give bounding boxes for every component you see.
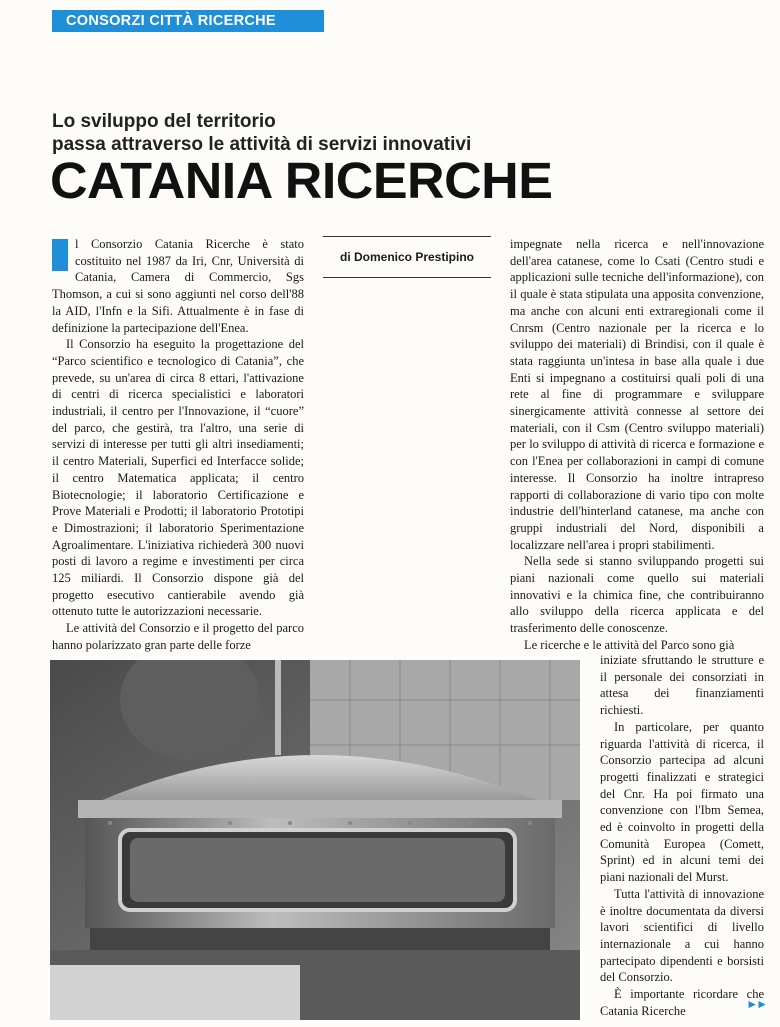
section-header: CONSORZI CITTÀ RICERCHE [52, 10, 324, 32]
paragraph: In particolare, per quanto riguarda l'attività di ricerca, il Consorzio partecipa ad alcuni progetti finalizzati e strategici del Cnr. Ha poi firmato una convenzione con l'Ibm Semea, ed è coinvolto in progetti della Comunità Europea (Comett, Sprint) ed in alcuni temi dei piani nazionali del Murst. [600, 719, 764, 885]
paragraph: Il Consorzio ha eseguito la progettazione del “Parco scientifico e tecnologico di Catania”, che prevede, su un'area di circa 8 ettari, l'attivazione di centri di ricerca specialistici e laboratori industriali, il centro per l'Innovazione, il “cuore” del parco, che gestirà, tra l'altro, una serie di servizi di interesse per tutti gli altri insediamenti; il centro Materiali, Superfici ed Interfacce solide; il centro Matematica applicata; il centro Biotecnologie; il laboratorio Certificazione e Prove Materiali e Prodotti; il laboratorio Prototipi e Dimostrazioni; il laboratorio Sperimentazione Agroalimentare. L'iniziativa richiederà 300 nuovi posti di lavoro a regime e investimenti per circa 125 miliardi. Il Consorzio dispone già del progetto esecutivo cantierabile avendo già ottenuto tutte le autorizzazioni necessarie. [52, 337, 304, 619]
paragraph: l Consorzio Catania Ricerche è stato costituito nel 1987 da Iri, Cnr, Università di Catania, Camera di Commercio, Sgs Thomson, a cui si sono aggiunti nel corso dell'88 la AID, l'Infn e la Sifi. Attualmente è in fase di definizione la partecipazione dell'Enea. [52, 237, 304, 335]
text-column-1 [52, 236, 304, 654]
subtitle-line-1: Lo sviluppo del territorio [52, 111, 276, 132]
subtitle-line-2: passa attraverso le attività di servizi innovativi [52, 134, 472, 155]
byline [323, 236, 491, 278]
paragraph: Le attività del Consorzio e il progetto del parco hanno polarizzato gran parte delle forze [52, 621, 304, 652]
paragraph: Le ricerche e le attività del Parco sono già [524, 637, 735, 652]
continue-arrow-icon: ►► [746, 997, 766, 1011]
photo-illustration [50, 660, 580, 1020]
paragraph: impegnate nella ricerca e nell'innovazione dell'area catanese, come lo Csati (Centro studi e applicazioni sulle tecniche dell'informazione), con il quale è stata stipulata una apposita convenzione, ma anche con alcuni enti extraregionali come il Cnrsm (Centro nazionale per la ricerca e lo sviluppo dei materiali) di Brindisi, con il quale è stata raggiunta un'intesa in base alla quale i due Enti si impegnano a costituirsi quali poli di una rete al fine di programmare e sviluppare sinergicamente attività connesse al settore dei materiali, con il Csm (Centro sviluppo materiali) per lo sviluppo di attività di ricerca e formazione e con l'Enea per collaborazioni in campi di comune interesse. Il Consorzio ha inoltre intrapreso rapporti di collaborazione di vario tipo con molte industrie dell'hinterland catanese, ma anche con gruppi industriali del Nord, disponibili a localizzare nell'area i propri stabilimenti. [510, 237, 764, 552]
article-subtitle [52, 110, 712, 156]
byline-author: di Domenico Prestipino [339, 250, 474, 264]
text-column-3-continued [600, 652, 764, 1019]
lab-equipment-photo [50, 660, 580, 1020]
paragraph: iniziate sfruttando le strutture e il personale dei consorziati in attesa dei finanziamenti richiesti. [600, 653, 764, 718]
paragraph: Tutta l'attività di innovazione è inoltre documentata da diversi lavori scientifici di livello internazionale a cui hanno partecipato dipendenti e borsisti del Consorzio. [600, 886, 764, 985]
paragraph: È importante ricordare che Catania Ricerche [600, 987, 764, 1018]
text-column-3 [510, 236, 764, 654]
drop-cap [52, 239, 68, 271]
paragraph: Nella sede si stanno sviluppando progetti sui piani nazionali come quello sui materiali innovativi e la chimica fine, che contribuiranno allo sviluppo della ricerca applicata e del trasferimento delle conoscenze. [510, 554, 764, 636]
article-title: CATANIA RICERCHE [50, 152, 553, 209]
